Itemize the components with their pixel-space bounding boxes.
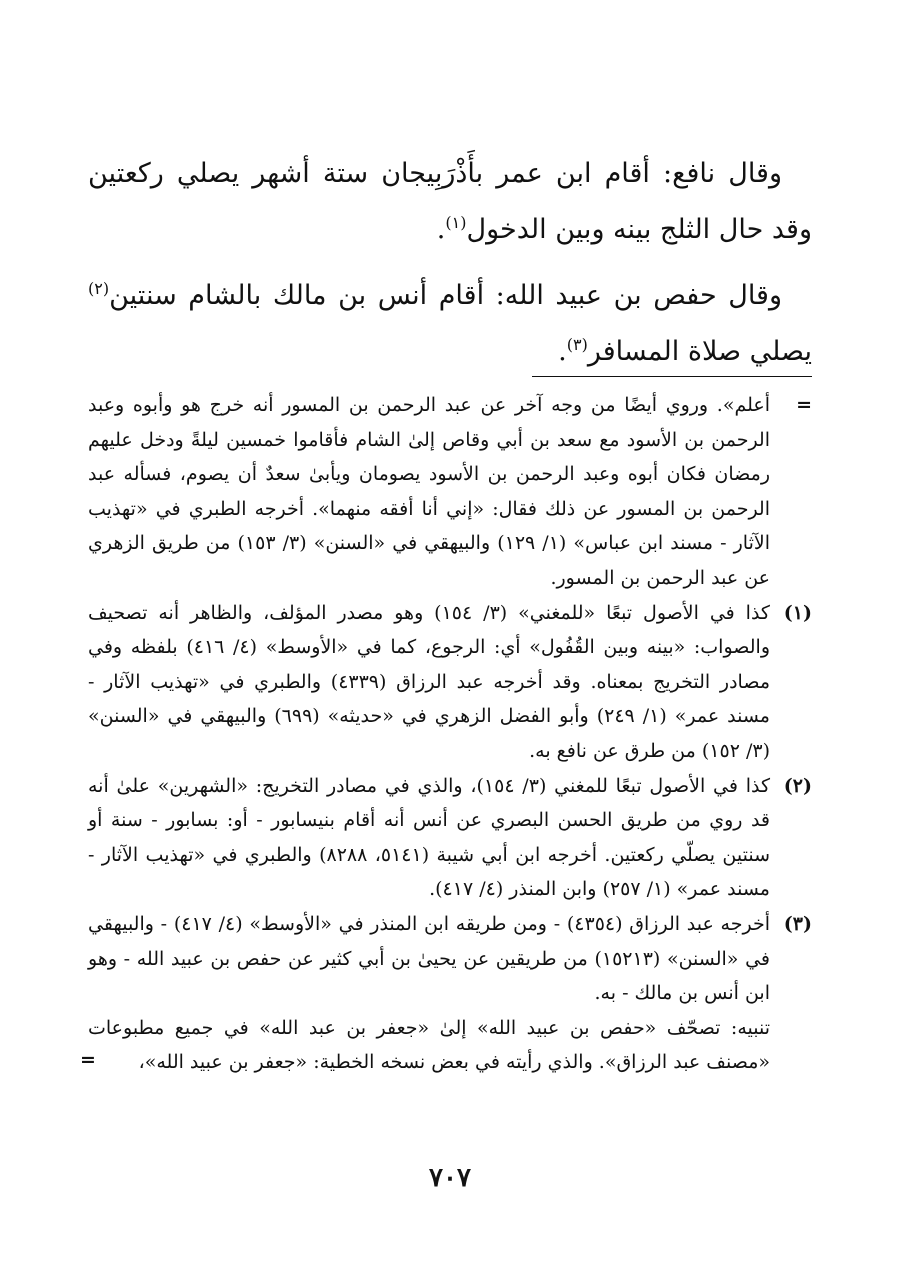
main-paragraph-1	[88, 146, 812, 258]
footnote-ref-2[interactable]: (٢)	[88, 279, 110, 298]
footnote-continuation	[88, 388, 812, 596]
footnote-3-note-text: تنبيه: تصحّف «حفص بن عبيد الله» إلىٰ «جعفر بن عبد الله» في جميع مطبوعات «مصنف عبد الرزاق». والذي رأيته في بعض نسخه الخطية: «جعفر بن عبيد الله»،	[88, 1016, 770, 1074]
page-number: ٧٠٧	[429, 1163, 471, 1193]
main-paragraph-2	[88, 268, 812, 380]
footnote-continues-mark: =	[80, 1049, 96, 1072]
footnote-separator	[532, 376, 812, 377]
paragraph-1-end: .	[436, 214, 446, 245]
main-text	[88, 146, 812, 390]
footnote-3-mark: (٣)	[783, 912, 812, 935]
footnote-2-text: كذا في الأصول تبعًا للمغني (٣/ ١٥٤)، والذي في مصادر التخريج: «الشهرين» علىٰ أنه قد روي من طريق الحسن البصري عن أنس أنه أقام بنيسابور - أو: بسابور - سنة أو سنتين يصلّي ركعتين. أخرجه ابن أبي شيبة (٥١٤١، ٨٢٨٨) والطبري في «تهذيب الآثار - مسند عمر» (١/ ٢٥٧) وابن المنذر (٤/ ٤١٧).	[88, 774, 771, 901]
footnote-1-text: كذا في الأصول تبعًا «للمغني» (٣/ ١٥٤) وهو مصدر المؤلف، والظاهر أنه تصحيف والصواب: «بينه وبين القُفُول» أي: الرجوع، كما في «الأوسط» (٤/ ٤١٦) بلفظه وفي مصادر التخريج بمعناه. وقد أخرجه عبد الرزاق (٤٣٣٩) والطبري في «تهذيب الآثار - مسند عمر» (١/ ٢٤٩) وأبو الفضل الزهري في «حديثه» (٦٩٩) والبيهقي في «السنن» (٣/ ١٥٢) من طرق عن نافع به.	[88, 601, 770, 762]
footnote-3-text: أخرجه عبد الرزاق (٤٣٥٤) - ومن طريقه ابن المنذر في «الأوسط» (٤/ ٤١٧) - والبيهقي في «السنن» (١٥٢١٣) من طريقين عن يحيىٰ بن أبي كثير عن حفص بن عبيد الله - وهو ابن أنس بن مالك - به.	[88, 912, 771, 1005]
footnote-2-mark: (٢)	[783, 774, 812, 797]
footnote-ref-3[interactable]: (٣)	[566, 335, 588, 354]
paragraph-2-text-b: يصلي صلاة المسافر	[587, 336, 812, 367]
continuation-mark: =	[796, 394, 812, 416]
footnote-ref-1[interactable]: (١)	[445, 213, 467, 232]
footnotes	[80, 388, 812, 1080]
paragraph-2-text-a: وقال حفص بن عبيد الله: أقام أنس بن مالك بالشام سنتين	[109, 280, 782, 311]
footnote-1-mark: (١)	[783, 601, 812, 624]
footnote-2	[88, 769, 812, 907]
footnote-3	[88, 907, 812, 1011]
paragraph-1-text: وقال نافع: أقام ابن عمر بأَذْرَبِيجان ستة أشهر يصلي ركعتين وقد حال الثلج بينه وبين الدخول	[88, 158, 812, 245]
footnote-3-note	[80, 1011, 812, 1080]
footnote-1	[88, 596, 812, 769]
paragraph-2-end: .	[558, 336, 567, 367]
continuation-text: أعلم». وروي أيضًا من وجه آخر عن عبد الرحمن بن المسور أنه خرج هو وأبوه وعبد الرحمن بن الأسود مع سعد بن أبي وقاص إلىٰ الشام فأقاموا خمسين ليلةً ودخل عليهم رمضان فكان أبوه وعبد الرحمن بن الأسود يصومان ويأبىٰ سعدٌ أن يصوم، فسأله عبد الرحمن بن المسور عن ذلك فقال: «إني أنا أفقه منهما». أخرجه الطبري في «تهذيب الآثار - مسند ابن عباس» (١/ ١٢٩) والبيهقي في «السنن» (٣/ ١٥٣) من طريق الزهري عن عبد الرحمن بن المسور.	[88, 394, 771, 589]
